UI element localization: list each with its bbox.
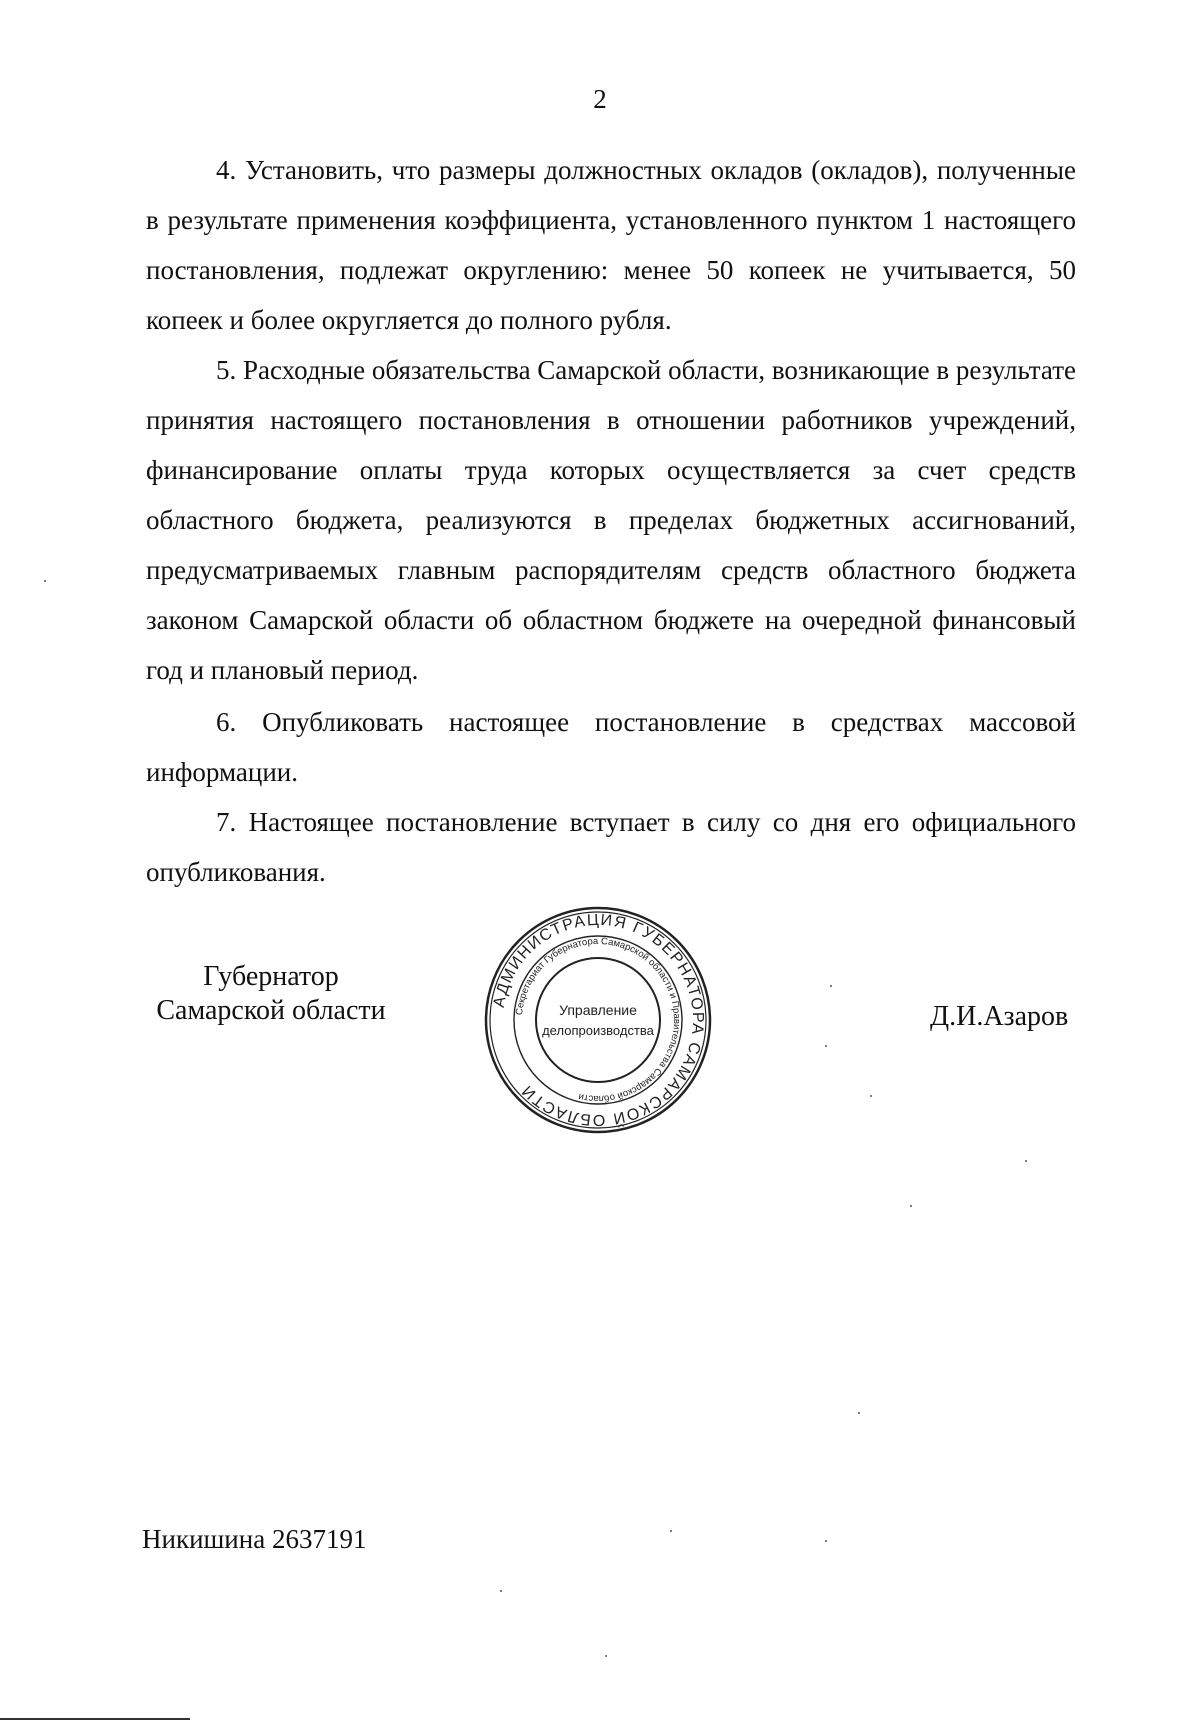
scan-speck [825, 1540, 827, 1542]
paragraph-4: 4. Установить, что размеры должностных окладов (окладов), полученные в результате применения коэффициента, установленного пунктом 1 настоящего постановления, подлежат округлению: менее 50 копеек не учитывается, 50 копеек и более округляется до полного рубля. [146, 155, 1076, 335]
scan-speck [1025, 1160, 1027, 1162]
signatory-title [136, 960, 406, 1028]
scan-speck [605, 1655, 607, 1657]
executor-contact: Никишина 2637191 [142, 1524, 367, 1554]
signatory-title-line1: Губернатор [203, 961, 339, 992]
seal-center-line2: делопроизводства [542, 1023, 654, 1038]
scan-speck [830, 985, 832, 987]
seal-inner-ring [536, 958, 660, 1082]
signatory-title-line2: Самарской области [156, 995, 386, 1026]
scan-speck [870, 1095, 872, 1097]
scan-speck [500, 1590, 502, 1592]
scan-speck [670, 1530, 672, 1532]
scan-speck [825, 1045, 827, 1047]
signatory-name: Д.И.Азаров [930, 1001, 1069, 1032]
seal-center-line1: Управление [559, 1002, 637, 1018]
seal-middle-text: Секретариат Губернатора Самарской области и Правительства Самарской области [514, 935, 683, 1105]
scan-speck [910, 1205, 912, 1207]
paragraph-6: 6. Опубликовать настоящее постановление в средствах массовой информации. [146, 707, 1076, 787]
paragraph-7: 7. Настоящее постановление вступает в силу со дня его официального опубликования. [146, 807, 1076, 887]
paragraph-5: 5. Расходные обязательства Самарской области, возникающие в результате принятия настоящего постановления в отношении работников учреждений, финансирование оплаты труда которых осуществляется за счет средств областного бюджета, реализуются в пределах бюджетных ассигнований, предусматриваемых главным распорядителям средств областного бюджета законом Самарской области об областном бюджете на очередной финансовый год и плановый период. [146, 355, 1077, 685]
scan-speck [44, 580, 46, 582]
page-number: 2 [593, 84, 607, 114]
official-seal [483, 905, 713, 1135]
scan-speck [858, 1412, 860, 1414]
seal-outer-text: АДМИНИСТРАЦИЯ ГУБЕРНАТОРА САМАРСКОЙ ОБЛАСТИ [490, 911, 707, 1129]
scan-edge-line [0, 1718, 190, 1720]
